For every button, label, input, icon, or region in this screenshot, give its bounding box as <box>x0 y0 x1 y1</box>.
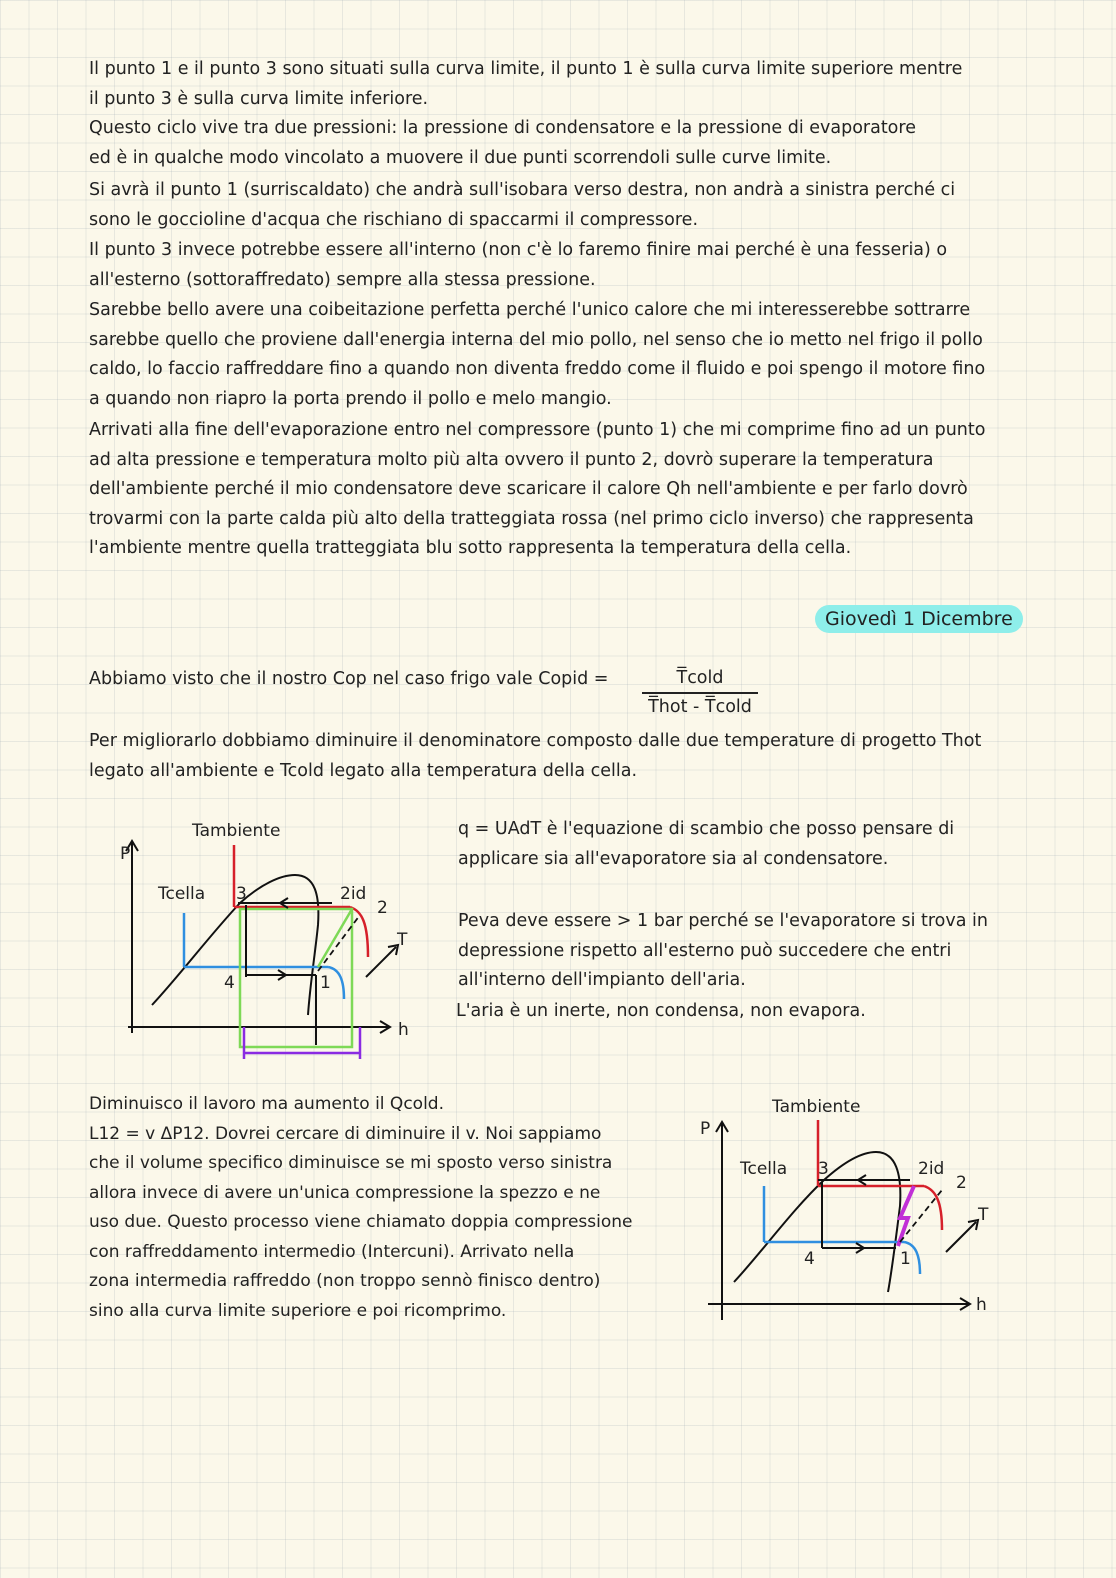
intro-paragraph-5 <box>89 296 1039 414</box>
ph-diagram-2 <box>696 1092 1006 1328</box>
label-t: T <box>397 930 408 950</box>
text-line: L12 = v ΔP12. Dovrei cercare di diminuire il v. Noi sappiamo <box>89 1123 602 1144</box>
text-line: Per migliorarlo dobbiamo diminuire il denominatore composto dalle due temperature di progetto Thot <box>89 731 982 751</box>
text-line: q = UAdT è l'equazione di scambio che posso pensare di <box>458 819 955 839</box>
intro-paragraph-2 <box>89 114 1039 173</box>
intro-paragraph-1 <box>89 55 1039 114</box>
label-p-axis: P <box>700 1119 711 1139</box>
label-point-2: 2 <box>377 898 388 918</box>
label-h-axis: h <box>398 1020 409 1040</box>
text-line: Sarebbe bello avere una coibeitazione perfetta perché l'unico calore che mi interesserebbe sottrarre <box>89 300 971 320</box>
label-point-3: 3 <box>818 1159 829 1179</box>
text-line: dell'ambiente perché il mio condensatore deve scaricare il calore Qh nell'ambiente e per farlo dovrò <box>89 479 968 499</box>
text-line: Arrivati alla fine dell'evaporazione entro nel compressore (punto 1) che mi comprime fino ad un punto <box>89 420 986 440</box>
text-line: sarebbe quello che proviene dall'energia interna del mio pollo, nel senso che io metto nel frigo il pollo <box>89 329 983 350</box>
cop-denominator: T̅hot - T̅cold <box>648 697 752 717</box>
text-line: Peva deve essere > 1 bar perché se l'evaporatore si trova in <box>458 911 988 931</box>
label-point-4: 4 <box>224 973 235 993</box>
text-line: l'ambiente mentre quella tratteggiata blu sotto rappresenta la temperatura della cella. <box>89 538 852 558</box>
text-line: con raffreddamento intermedio (Intercuni). Arrivato nella <box>89 1241 575 1262</box>
text-line: sono le goccioline d'acqua che rischiano di spaccarmi il compressore. <box>89 209 699 230</box>
label-point-2: 2 <box>956 1173 967 1193</box>
text-line: depressione rispetto all'esterno può succedere che entri <box>458 940 952 961</box>
label-cell: Tcella <box>158 884 206 904</box>
green-compression <box>318 909 352 967</box>
note-peva <box>458 907 988 996</box>
bottom-paragraph <box>89 1090 669 1326</box>
text-line: sino alla curva limite superiore e poi ricomprimo. <box>89 1300 507 1321</box>
text-line: zona intermedia raffreddo (non troppo sennò finisco dentro) <box>89 1271 601 1291</box>
cop-fraction <box>642 664 758 720</box>
label-cell: Tcella <box>740 1159 788 1179</box>
text-line: Diminuisco il lavoro ma aumento il Qcold. <box>89 1094 444 1114</box>
text-line: applicare sia all'evaporatore sia al condensatore. <box>458 848 889 869</box>
intro-paragraph-3 <box>89 176 1039 235</box>
label-point-4: 4 <box>804 1249 815 1269</box>
improve-paragraph <box>89 727 1039 786</box>
cop-numerator: T̅cold <box>676 668 724 688</box>
text-line: Il punto 3 invece potrebbe essere all'interno (non c'è lo faremo finire mai perché è una fesseria) o <box>89 240 948 260</box>
text-line: trovarmi con la parte calda più alto della tratteggiata rossa (nel primo ciclo inverso) che rappresenta <box>89 508 974 529</box>
t-arrow <box>366 947 396 977</box>
text-line: uso due. Questo processo viene chiamato doppia compressione <box>89 1212 633 1232</box>
isentropic-dashed <box>318 915 360 971</box>
text-line: Questo ciclo vive tra due pressioni: la pressione di condensatore e la pressione di evaporatore <box>89 118 916 138</box>
label-point-3: 3 <box>236 884 247 904</box>
label-t: T <box>978 1205 989 1225</box>
text-line: allora invece di avere un'unica compressione la spezzo e ne <box>89 1182 601 1203</box>
label-h-axis: h <box>976 1295 987 1315</box>
text-line: a quando non riapro la porta prendo il pollo e melo mangio. <box>89 388 612 409</box>
label-point-1: 1 <box>900 1249 911 1269</box>
text-line: che il volume specifico diminuisce se mi sposto verso sinistra <box>89 1153 613 1173</box>
ph-diagram-1 <box>110 815 420 1070</box>
t-arrow <box>946 1222 976 1252</box>
cop-text: Abbiamo visto che il nostro Cop nel caso frigo vale Copid = <box>89 669 609 689</box>
text-line: caldo, lo faccio raffreddare fino a quando non diventa freddo come il fluido e poi spengo il motore fino <box>89 359 986 379</box>
date-badge: Giovedì 1 Dicembre <box>815 605 1023 633</box>
text-line: Si avrà il punto 1 (surriscaldato) che andrà sull'isobara verso destra, non andrà a sinistra perché ci <box>89 180 956 200</box>
intro-paragraph-4 <box>89 236 1039 295</box>
text-line: all'interno dell'impianto dell'aria. <box>458 970 746 990</box>
text-line: ad alta pressione e temperatura molto più alta ovvero il punto 2, dovrò superare la temperatura <box>89 449 934 470</box>
text-line: all'esterno (sottoraffredato) sempre alla stessa pressione. <box>89 269 596 290</box>
note-air <box>456 997 866 1027</box>
text-line: legato all'ambiente e Tcold legato alla temperatura della cella. <box>89 760 638 781</box>
label-2id: 2id <box>918 1159 945 1179</box>
text-line: Il punto 1 e il punto 3 sono situati sulla curva limite, il punto 1 è sulla curva limite superiore mentre <box>89 59 963 79</box>
label-ambient: Tambiente <box>192 821 281 841</box>
label-p-axis: P <box>120 844 131 864</box>
note-heat-exchange <box>458 815 954 874</box>
text-line: ed è in qualche modo vincolato a muovere il due punti scorrendoli sulle curve limite. <box>89 147 832 168</box>
intro-paragraph-6 <box>89 416 1039 564</box>
text-line: L'aria è un inerte, non condensa, non evapora. <box>456 1001 866 1021</box>
label-ambient: Tambiente <box>772 1097 861 1117</box>
label-2id: 2id <box>340 884 367 904</box>
label-point-1: 1 <box>320 973 331 993</box>
text-line: il punto 3 è sulla curva limite inferiore. <box>89 88 429 109</box>
